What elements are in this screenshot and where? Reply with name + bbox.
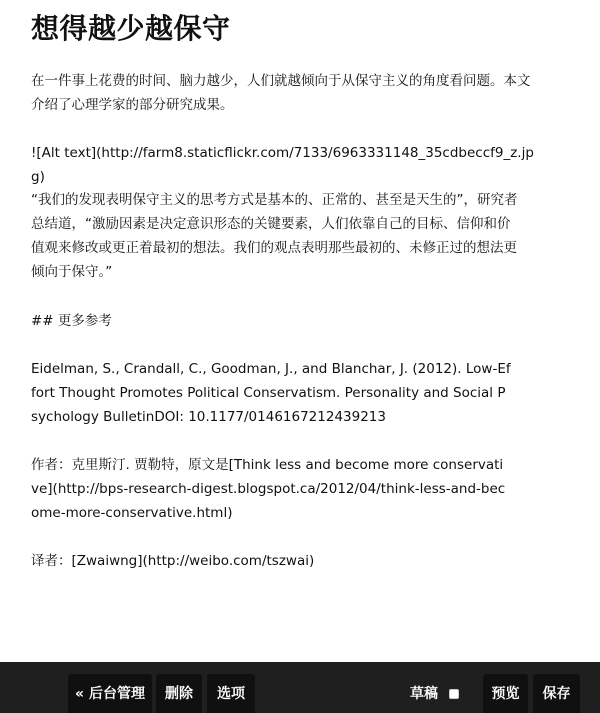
paragraph-translator[interactable]: 译者：[Zwaiwng](http://weibo.com/tszwai) bbox=[31, 553, 315, 569]
post-title[interactable]: 想得越少越保守 bbox=[31, 12, 231, 45]
back-to-admin-button[interactable]: « 后台管理 bbox=[68, 674, 152, 713]
draft-checkbox[interactable] bbox=[449, 689, 459, 699]
paragraph-intro[interactable]: 在一件事上花费的时间、脑力越少，人们就越倾向于从保守主义的角度看问题。本文介绍了心理学家的部分研究成果。 bbox=[31, 73, 531, 113]
paragraph-quote[interactable]: “我们的发现表明保守主义的思考方式是基本的、正常的、甚至是天生的”，研究者总结道，“激励因素是决定意识形态的关键要素，人们依靠自己的目标、信仰和价值观来修改或更正着最初的想法。我们的观点表明那些最初的、未修正过的想法更倾向于保守。” bbox=[31, 192, 518, 280]
delete-button[interactable]: 删除 bbox=[156, 674, 202, 713]
save-button[interactable]: 保存 bbox=[533, 674, 580, 713]
options-button[interactable]: 选项 bbox=[207, 674, 255, 713]
bottom-toolbar bbox=[0, 662, 600, 713]
paragraph-reference[interactable]: Eidelman, S., Crandall, C., Goodman, J., and Blanchar, J. (2012). Low-Effort Thought Promotes Political Conservatism. Personality and Social Psychology BulletinDOI: 10.1177/0146167212439213 bbox=[31, 361, 511, 425]
paragraph-heading-more[interactable]: ## 更多参考 bbox=[31, 313, 112, 329]
paragraph-image-markdown[interactable]: ![Alt text](http://farm8.staticflickr.com/7133/6963331148_35cdbeccf9_z.jpg) bbox=[31, 145, 534, 185]
post-editor[interactable] bbox=[31, 0, 541, 640]
preview-button[interactable]: 预览 bbox=[483, 674, 528, 713]
paragraph-author[interactable]: 作者：克里斯汀. 贾勒特，原文是[Think less and become more conservative](http://bps-research-digest.blogspot.ca/2012/04/think-less-and-become-more-conservative.html) bbox=[31, 457, 506, 521]
draft-label: 草稿 bbox=[410, 686, 438, 702]
